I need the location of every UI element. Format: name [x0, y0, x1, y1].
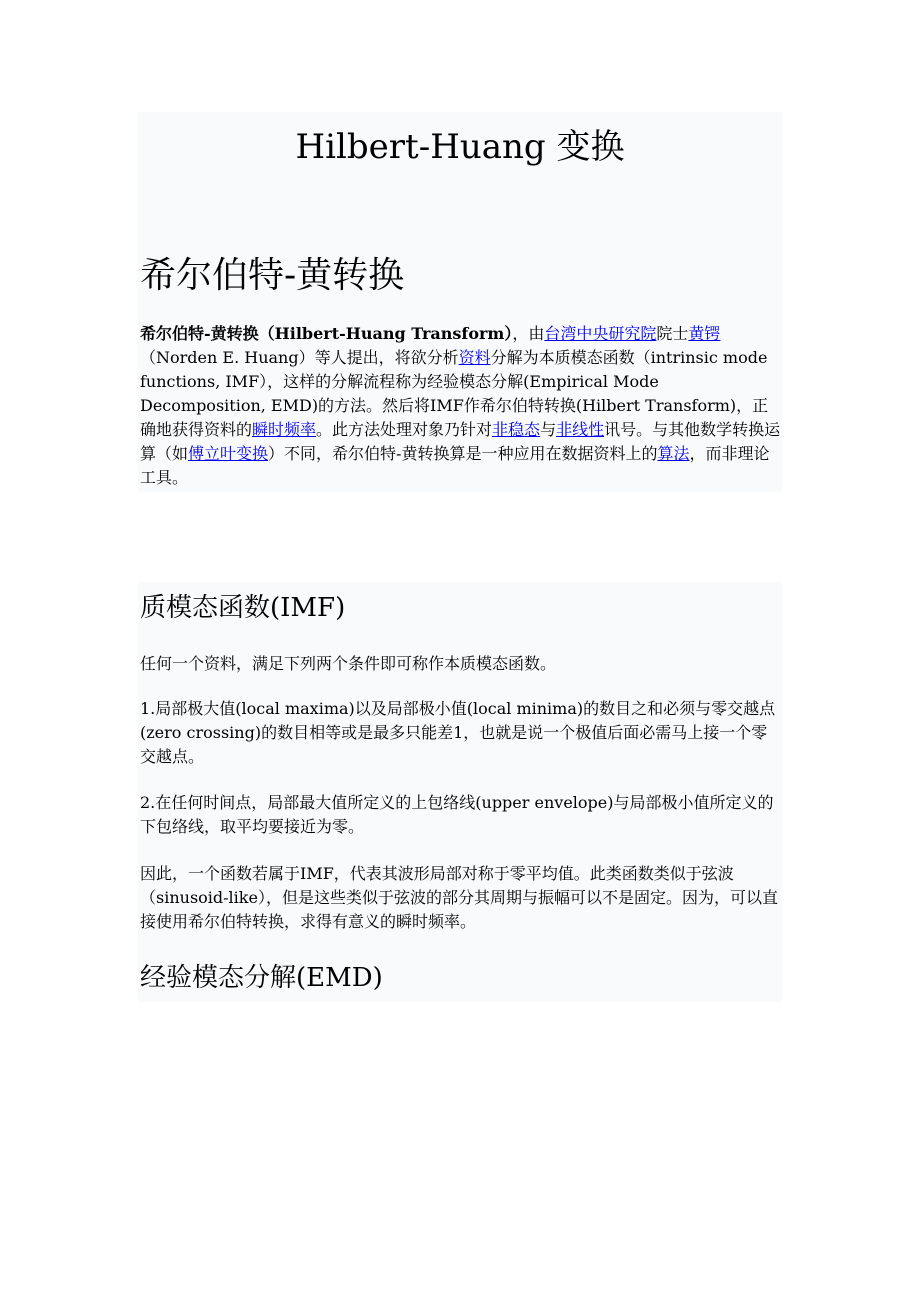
text-run: （Norden E. Huang）等人提出，将欲分析: [140, 348, 459, 367]
link-fourier-transform[interactable]: 傅立叶变换: [188, 444, 269, 463]
document-title: Hilbert-Huang 变换: [295, 127, 625, 167]
imf-condition-2: 2.在任何时间点，局部最大值所定义的上包络线(upper envelope)与局部极小值所定义的下包络线，取平均要接近为零。: [140, 793, 774, 836]
imf-heading: 质模态函数(IMF): [140, 593, 346, 623]
term-bold: 希尔伯特-黄转换（Hilbert-Huang Transform）: [140, 324, 513, 343]
text-run: 分解为本质模态函数（intrinsic mode functions, IMF），这样的分解流程称为经验模态分解(Empirical Mode Decomposition, EMD)的方法。然后将IMF作希尔伯特转换(Hilbert Transform)，正确地获得资料的: [140, 348, 769, 439]
imf-paragraph-1: 任何一个资料，满足下列两个条件即可称作本质模态函数。: [140, 654, 557, 673]
intro-section: [138, 112, 782, 492]
imf-condition-1: 1.局部极大值(local maxima)以及局部极小值(local minima)的数目之和必须与零交越点(zero crossing)的数目相等或是最多只能差1，也就是说一个极值后面必需马上接一个零交越点。: [140, 699, 776, 766]
text-run: 讯号。与其他数学转换运算（如: [140, 420, 781, 463]
text-run: ，而非理论工具。: [140, 444, 770, 487]
emd-heading: 经验模态分解(EMD): [140, 963, 383, 993]
link-nonlinear[interactable]: 非线性: [556, 420, 605, 439]
section-heading-hht: 希尔伯特-黄转换: [140, 255, 405, 296]
text-run: 。此方法处理对象乃针对: [316, 420, 493, 439]
text-run: 院士: [656, 324, 689, 343]
text-run: 与: [540, 420, 557, 439]
link-instantaneous-frequency[interactable]: 瞬时频率: [252, 420, 317, 439]
text-run: ）不同，希尔伯特-黄转换算是一种应用在数据资料上的: [268, 444, 658, 463]
link-norden-huang[interactable]: 黄锷: [688, 324, 721, 343]
link-data[interactable]: 资料: [458, 348, 491, 367]
text-run: ，由: [512, 324, 545, 343]
imf-section: [138, 582, 782, 1002]
link-academia-sinica[interactable]: 台湾中央研究院: [544, 324, 657, 343]
intro-paragraph: [140, 322, 782, 490]
link-algorithm[interactable]: 算法: [657, 444, 690, 463]
imf-paragraph-4: 因此，一个函数若属于IMF，代表其波形局部对称于零平均值。此类函数类似于弦波（sinusoid-like），但是这些类似于弦波的部分其周期与振幅可以不是固定。因为，可以直接使用希尔伯特转换，求得有意义的瞬时频率。: [140, 864, 778, 931]
link-nonstationary[interactable]: 非稳态: [492, 420, 541, 439]
